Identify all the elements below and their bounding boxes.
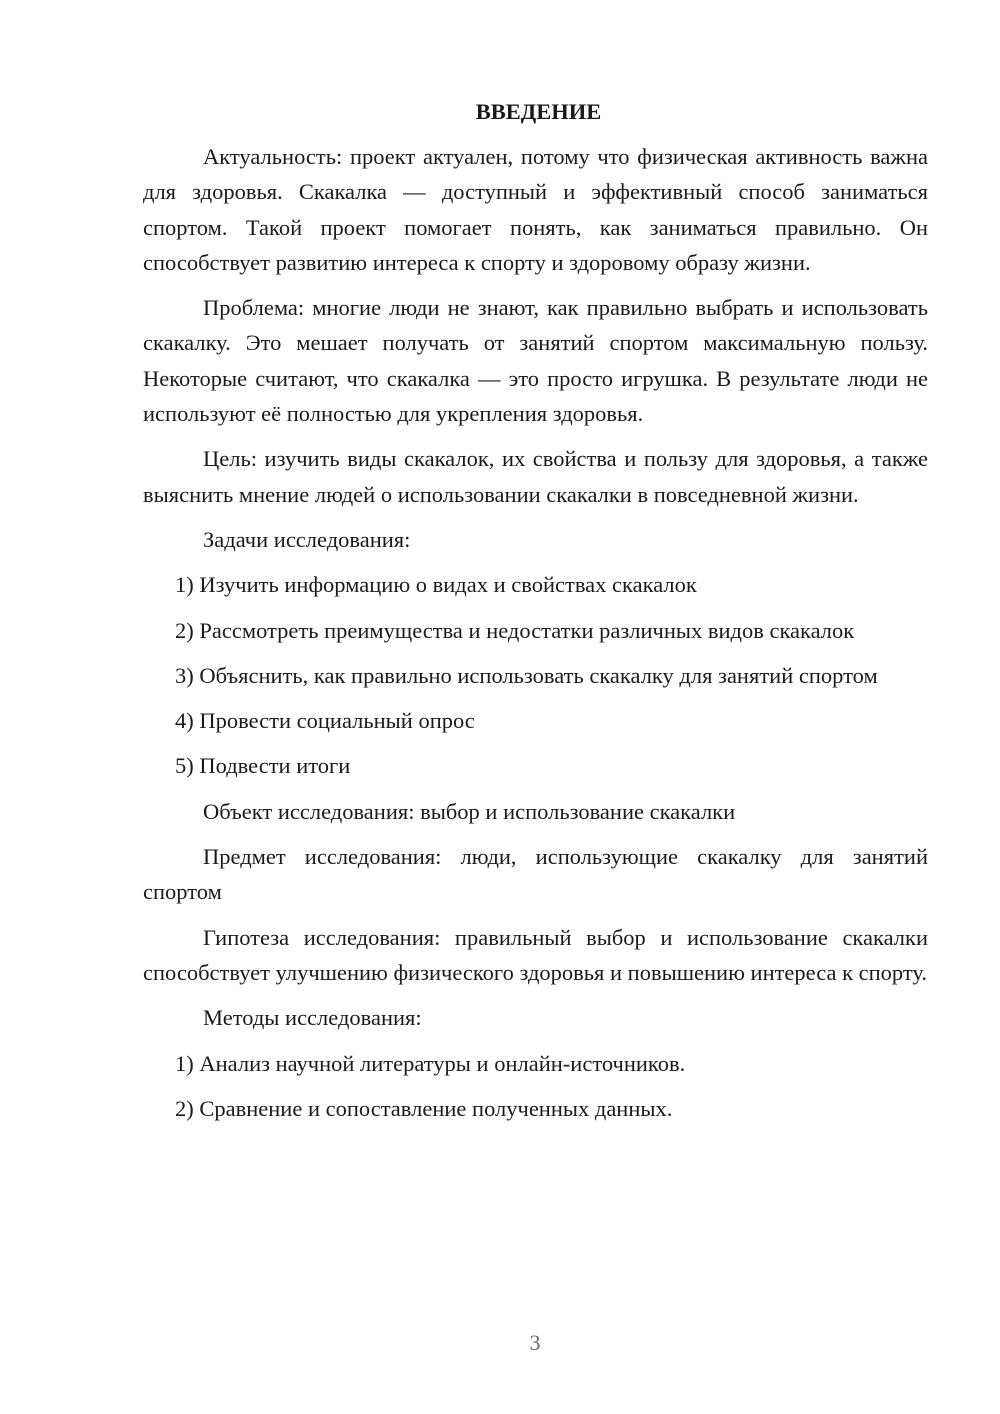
task-item-1: 1) Изучить информацию о видах и свойствах скакалок	[175, 572, 697, 598]
task-item-2: 2) Рассмотреть преимущества и недостатки различных видов скакалок	[175, 617, 855, 643]
problem-paragraph: Проблема: многие люди не знают, как правильно выбрать и использовать скакалку. Это мешает получать от занятий спортом максимальную пользу. Некоторые считают, что скакалка — это просто игрушка. В результате люди не используют её полностью для укрепления здоровья.	[143, 295, 928, 427]
subject-paragraph: Предмет исследования: люди, использующие скакалку для занятий спортом	[143, 844, 928, 905]
document-body	[143, 94, 928, 1136]
methods-heading: Методы исследования:	[203, 1005, 422, 1031]
relevance-paragraph: Актуальность: проект актуален, потому что физическая активность важна для здоровья. Скакалка — доступный и эффективный способ заниматься спортом. Такой проект помогает понять, как заниматься правильно. Он способствует развитию интереса к спорту и здоровому образу жизни.	[143, 144, 928, 275]
method-item-1: 1) Анализ научной литературы и онлайн-источников.	[175, 1050, 686, 1076]
object-paragraph: Объект исследования: выбор и использование скакалки	[203, 798, 736, 824]
task-item-4: 4) Провести социальный опрос	[175, 708, 475, 734]
page-number: 3	[529, 1330, 541, 1355]
goal-paragraph: Цель: изучить виды скакалок, их свойства и пользу для здоровья, а также выяснить мнение людей о использовании скакалки в повседневной жизни.	[143, 446, 928, 507]
task-item-3: 3) Объяснить, как правильно использовать скакалку для занятий спортом	[175, 662, 878, 688]
section-heading: ВВЕДЕНИЕ	[475, 99, 602, 124]
task-item-5: 5) Подвести итоги	[175, 753, 351, 779]
method-item-2: 2) Сравнение и сопоставление полученных данных.	[175, 1095, 673, 1121]
hypothesis-paragraph: Гипотеза исследования: правильный выбор и использование скакалки способствует улучшению физического здоровья и повышению интереса к спорту.	[143, 924, 928, 985]
tasks-heading: Задачи исследования:	[203, 526, 411, 552]
